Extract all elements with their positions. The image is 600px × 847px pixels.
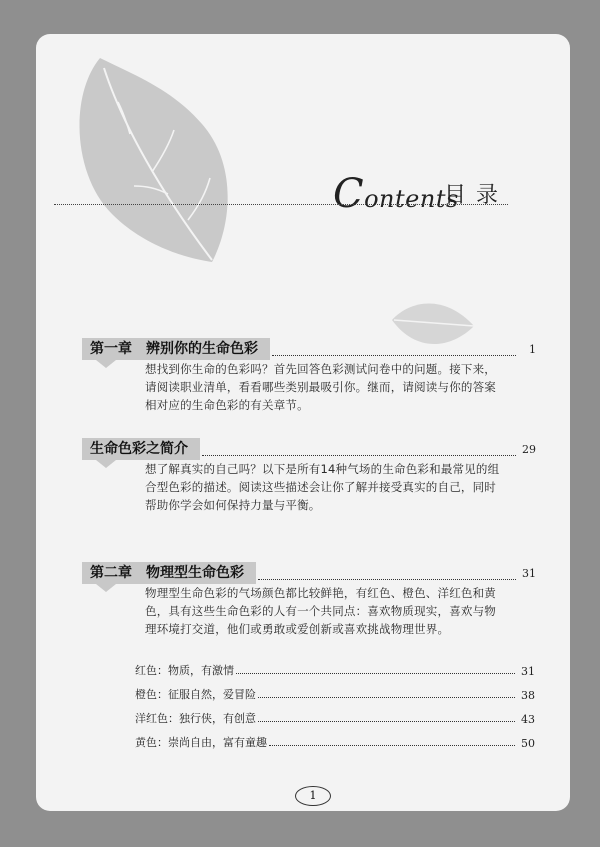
page-number: 1 xyxy=(295,786,331,806)
toc-entry-description: 想了解真实的自己吗？以下是所有14种气场的生命色彩和最常见的组合型色彩的描述。阅读这些描述会让你了解并接受真实的自己，同时帮助你学会如何保持力量与平衡。 xyxy=(145,462,500,512)
dot-leader xyxy=(202,443,516,456)
toc-page-number: 31 xyxy=(522,566,536,580)
toc-subentry-label: 红色：物质，有激情 xyxy=(135,664,234,677)
toc-page-number: 1 xyxy=(529,342,536,356)
toc-page-number: 38 xyxy=(521,689,535,702)
toc-subentry-red[interactable] xyxy=(135,660,535,678)
dot-leader xyxy=(258,697,515,698)
toc-entry-chapter-2[interactable] xyxy=(82,562,536,584)
toc-subentry-label: 黄色：崇尚自由，富有童趣 xyxy=(135,736,267,749)
toc-subentry-label: 洋红色：独行侠，有创意 xyxy=(135,712,256,725)
leaf-decoration-large xyxy=(52,54,242,264)
toc-subentry-magenta[interactable] xyxy=(135,708,535,726)
toc-entry-intro[interactable] xyxy=(82,438,536,460)
toc-subentry-label: 橙色：征服自然，爱冒险 xyxy=(135,688,256,701)
toc-entry-description: 物理型生命色彩的气场颜色都比较鲜艳，有红色、橙色、洋红色和黄色，具有这些生命色彩的人有一个共同点：喜欢物质现实，喜欢与物理环境打交道，他们或勇敢或爱创新或喜欢挑战物理世界。 xyxy=(145,586,496,636)
dot-leader xyxy=(258,721,515,722)
toc-subentry-orange[interactable] xyxy=(135,684,535,702)
toc-subentry-yellow[interactable] xyxy=(135,732,535,750)
contents-title-en: Contents xyxy=(333,171,459,217)
toc-entry-label: 生命色彩之简介 xyxy=(82,438,200,460)
dot-leader xyxy=(236,673,515,674)
contents-title-zh: 目录 xyxy=(444,183,509,208)
toc-entry-chapter-1[interactable] xyxy=(82,338,536,360)
toc-page-number: 43 xyxy=(521,713,535,726)
toc-page-number: 31 xyxy=(521,665,535,678)
toc-page-number: 29 xyxy=(522,442,536,456)
toc-entry-label: 第二章 物理型生命色彩 xyxy=(82,562,256,584)
dot-leader xyxy=(272,343,516,356)
toc-entry-label: 第一章 辨别你的生命色彩 xyxy=(82,338,270,360)
dot-leader xyxy=(258,567,516,580)
dot-leader xyxy=(269,745,515,746)
title-divider xyxy=(54,204,508,205)
toc-page-number: 50 xyxy=(521,737,535,750)
toc-entry-description: 想找到你生命的色彩吗？首先回答色彩测试问卷中的问题。接下来，请阅读职业清单，看看哪些类别最吸引你。继而，请阅读与你的答案相对应的生命色彩的有关章节。 xyxy=(145,362,496,412)
